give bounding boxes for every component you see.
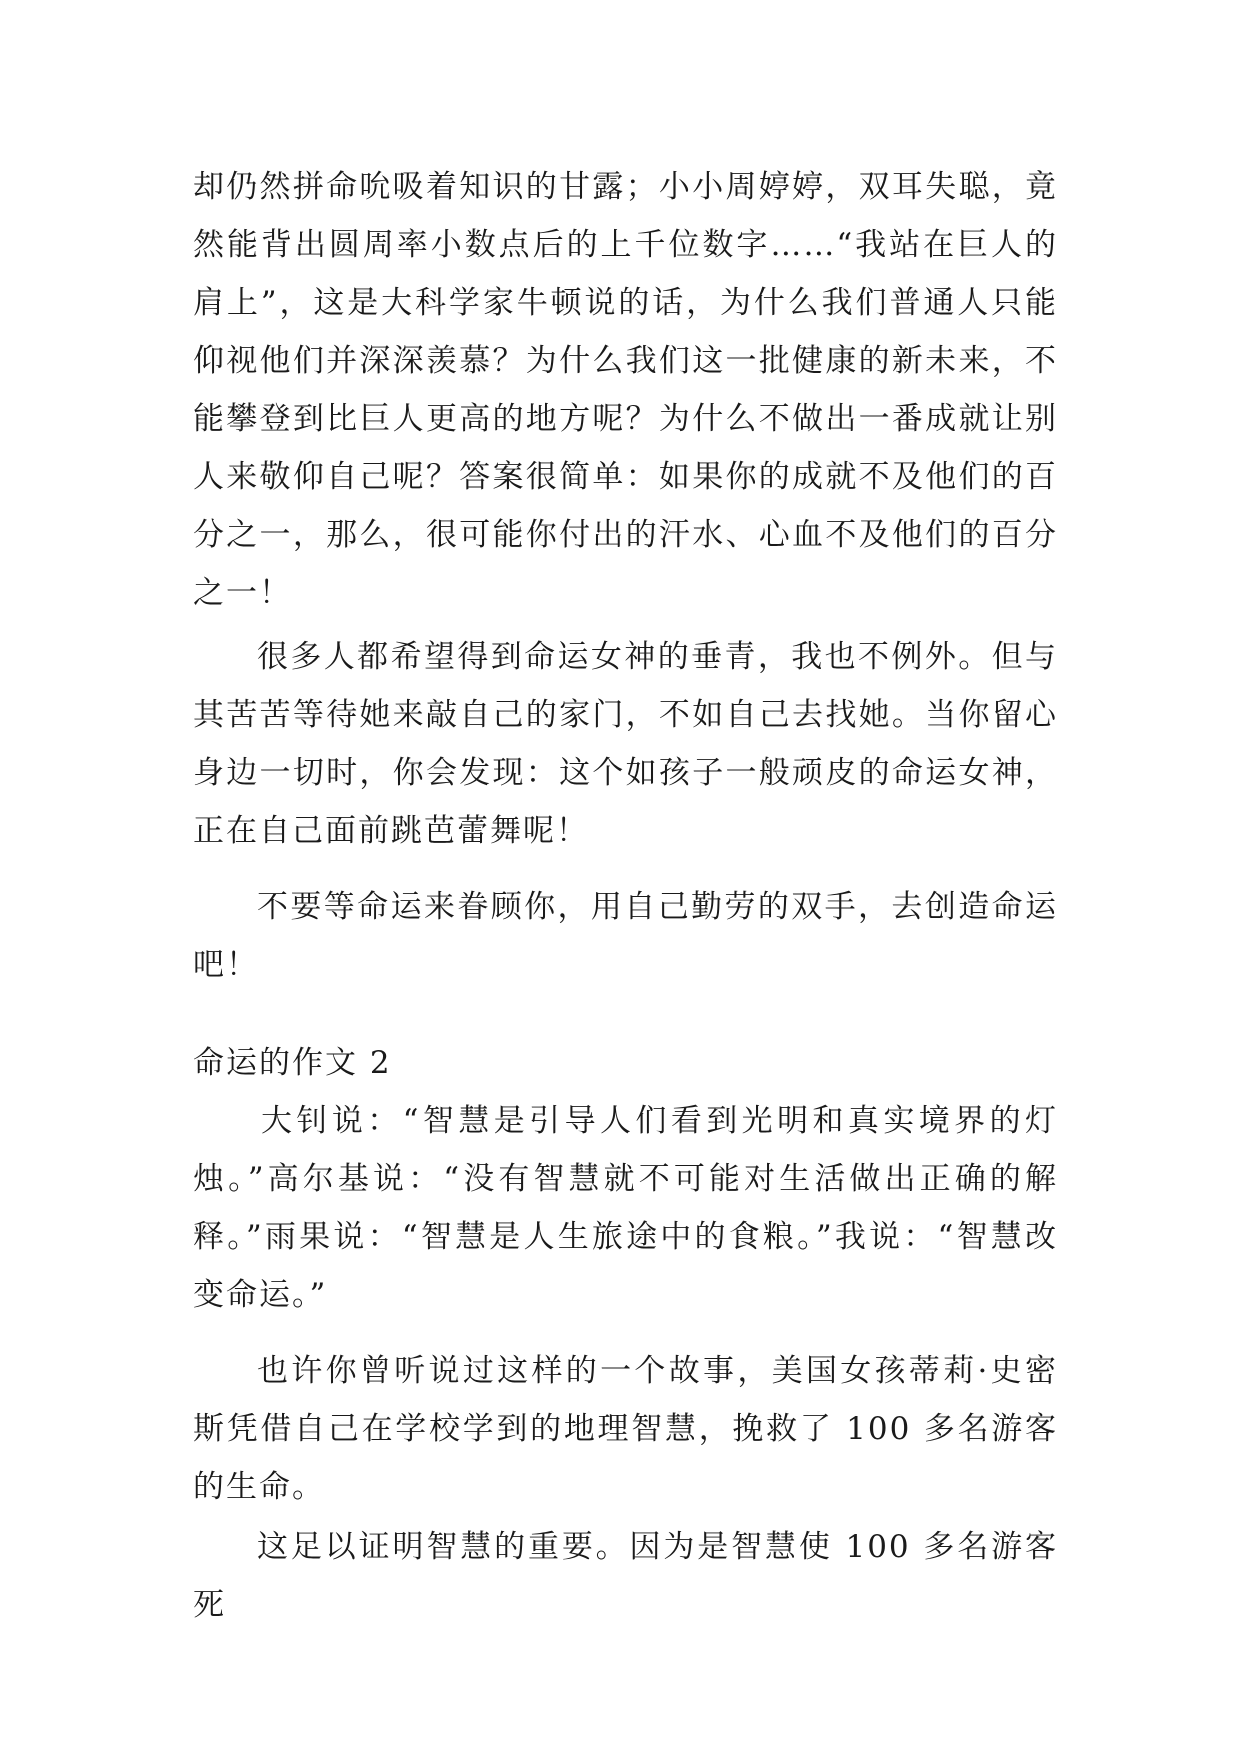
paragraph: 很多人都希望得到命运女神的垂青，我也不例外。但与其苦苦等待她来敲自己的家门，不如自己去找她。当你留心身边一切时，你会发现：这个如孩子一般顽皮的命运女神，正在自己面前跳芭蕾舞呢！ xyxy=(193,639,1058,849)
paragraph: 不要等命运来眷顾你，用自己勤劳的双手，去创造命运吧！ xyxy=(193,889,1058,983)
paragraph: 大钊说：“智慧是引导人们看到光明和真实境界的灯烛。”高尔基说：“没有智慧就不可能对生活做出正确的解释。”雨果说：“智慧是人生旅途中的食粮。”我说：“智慧改变命运。” xyxy=(193,1103,1058,1313)
essay-title: 命运的作文 2 xyxy=(193,1045,392,1081)
paragraph: 却仍然拼命吮吸着知识的甘露；小小周婷婷，双耳失聪，竟然能背出圆周率小数点后的上千位数字……“我站在巨人的肩上”，这是大科学家牛顿说的话，为什么我们普通人只能仰视他们并深深羡慕？为什么我们这一批健康的新未来，不能攀登到比巨人更高的地方呢？为什么不做出一番成就让别人来敬仰自己呢？答案很简单：如果你的成就不及他们的百分之一，那么，很可能你付出的汗水、心血不及他们的百分之一！ xyxy=(193,169,1058,611)
paragraph: 这足以证明智慧的重要。因为是智慧使 100 多名游客死 xyxy=(193,1529,1058,1623)
paragraph: 也许你曾听说过这样的一个故事，美国女孩蒂莉·史密斯凭借自己在学校学到的地理智慧，挽救了 100 多名游客的生命。 xyxy=(193,1353,1058,1505)
